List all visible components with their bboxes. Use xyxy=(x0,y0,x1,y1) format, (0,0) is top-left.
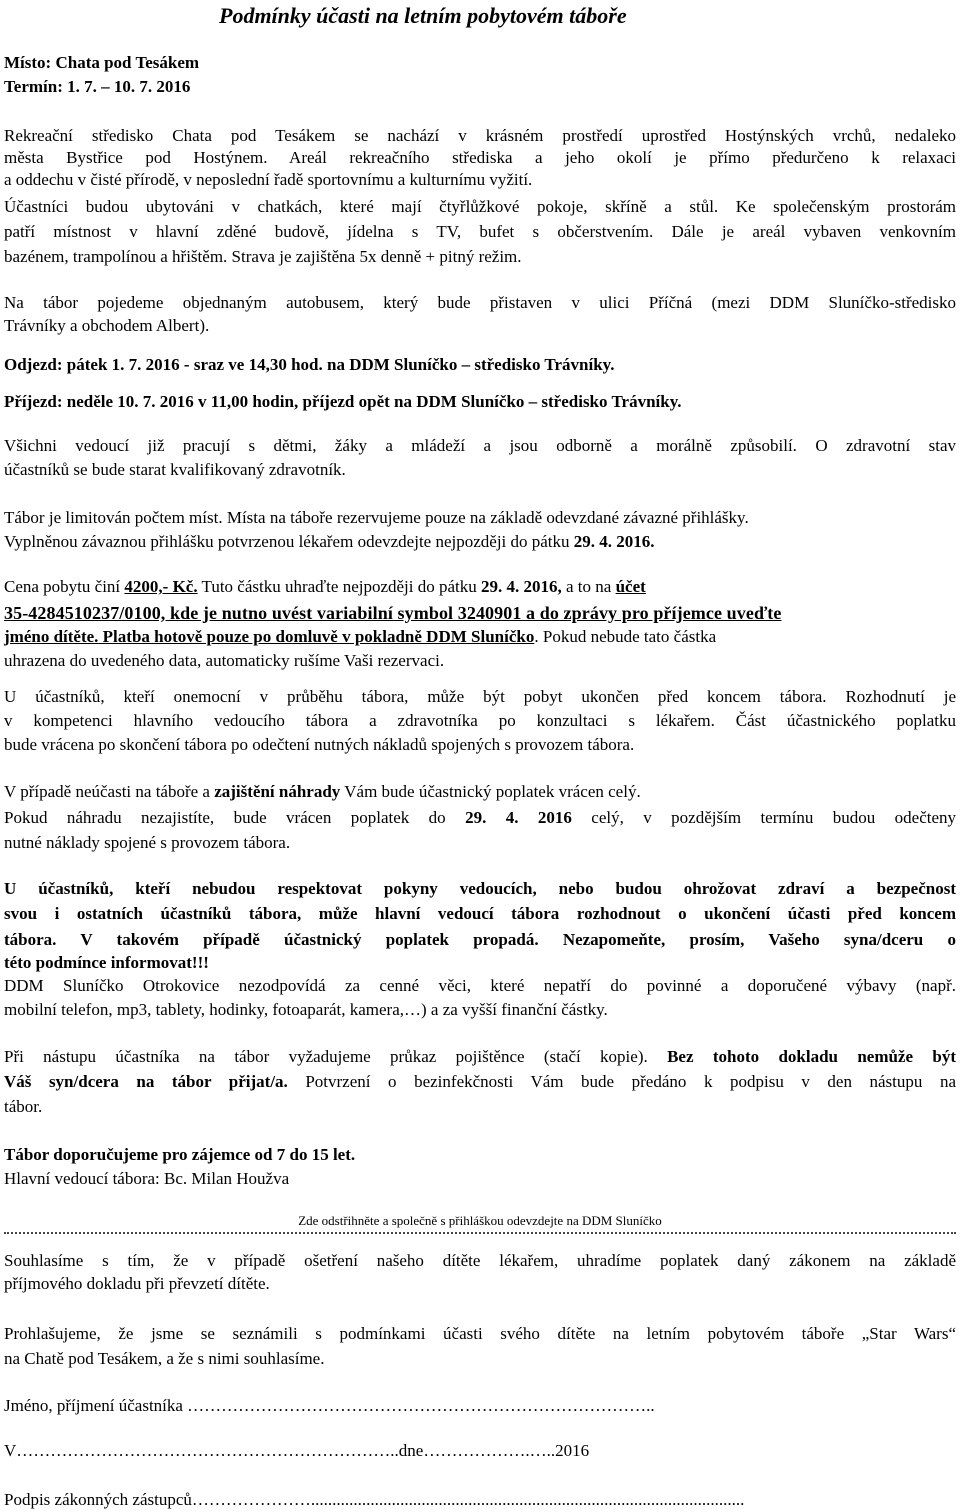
insurance-line-3: tábor. xyxy=(4,1097,43,1116)
insurance-line-1: Při nástupu účastníka na tábor vyžadujeme průkaz pojištěnce (stačí kopie). Bez tohoto dokladu nemůže být xyxy=(4,1047,956,1066)
staff-line-1: Všichni vedoucí již pracují s dětmi, žáky a mládeží a jsou odborně a morálně způsobilí. O zdravotní stav xyxy=(4,436,956,455)
cash-payment-note: Platba hotově pouze po domluvě v pokladně DDM Sluníčko xyxy=(98,627,535,646)
declaration-line-2: na Chatě pod Tesákem, a že s nimi souhlasíme. xyxy=(4,1349,325,1368)
refund-line-1: V případě neúčasti na táboře a zajištění náhrady Vám bude účastnický poplatek vrácen celý. xyxy=(4,782,641,801)
valuables-line-1: DDM Sluníčko Otrokovice nezodpovídá za cenné věci, které nepatří do povinné a doporučené výbavy (např. xyxy=(4,976,956,995)
rules-line-3: tábora. V takovém případě účastnický poplatek propadá. Nezapomeňte, prosím, Vašeho syna/dceru o xyxy=(4,930,956,949)
accommodation-line-2: patří místnost v hlavní zděné budově, jídelna s TV, bufet s občerstvením. Dále je areál vybaven venkovním xyxy=(4,222,956,241)
term-line: Termín: 1. 7. – 10. 7. 2016 xyxy=(4,77,191,96)
valuables-line-2: mobilní telefon, mp3, tablety, hodinky, fotoaparát, kamera,…) a za vyšší finanční částky. xyxy=(4,1000,608,1019)
capacity-line-2: Vyplněnou závaznou přihlášku potvrzenou lékařem odevzdejte nejpozději do pátku 29. 4. 2016. xyxy=(4,532,655,551)
account-number-line: 35-4284510237/0100, kde je nutno uvést variabilní symbol 3240901 a do zprávy pro příjemce uveďte xyxy=(4,603,782,623)
intro-line-1: Rekreační středisko Chata pod Tesákem se nachází v krásném prostředí uprostřed Hostýnských vrchů, nedaleko xyxy=(4,126,956,145)
rules-line-1: U účastníků, kteří nebudou respektovat pokyny vedoucích, nebo budou ohrožovat zdraví a bezpečnost xyxy=(4,879,956,898)
rules-line-4: této podmínce informovat!!! xyxy=(4,953,209,972)
guardian-signature-field[interactable]: Podpis zákonných zástupců…………………...................................................................................................... xyxy=(4,1490,745,1509)
cancellation-line: uhrazena do uvedeného data, automaticky rušíme Vaši rezervaci. xyxy=(4,651,445,670)
bus-line-1: Na tábor pojedeme objednaným autobusem, který bude přistaven v ulici Příčná (mezi DDM Sluníčko-středisko xyxy=(4,293,956,312)
camp-leader: Hlavní vedoucí tábora: Bc. Milan Houžva xyxy=(4,1169,290,1188)
accommodation-line-3: bazénem, trampolínou a hřištěm. Strava je zajištěna 5x denně + pitný režim. xyxy=(4,247,522,266)
illness-line-1: U účastníků, kteří onemocní v průběhu tábora, může být pobyt ukončen před koncem tábora. Rozhodnutí je xyxy=(4,687,956,706)
intro-line-3: a oddechu v čisté přírodě, v neposlední řadě sportovnímu a kulturnímu vyžití. xyxy=(4,170,533,189)
price-line: Cena pobytu činí 4200,- Kč. Tuto částku uhraďte nejpozději do pátku 29. 4. 2016, a to na účet xyxy=(4,577,646,596)
illness-line-2: v kompetenci hlavního vedoucího tábora a zdravotníka po konzultaci s lékařem. Část účastnického poplatku xyxy=(4,711,956,730)
refund-line-3: nutné náklady spojené s provozem tábora. xyxy=(4,833,291,852)
bus-line-2: Trávníky a obchodem Albert). xyxy=(4,316,210,335)
arrival-line: Příjezd: neděle 10. 7. 2016 v 11,00 hodin, příjezd opět na DDM Sluníčko – středisko Trávníky. xyxy=(4,392,682,411)
age-recommendation: Tábor doporučujeme pro zájemce od 7 do 15 let. xyxy=(4,1145,356,1164)
capacity-line-1: Tábor je limitován počtem míst. Místa na táboře rezervujeme pouze na základě odevzdané závazné přihlášky. xyxy=(4,508,749,527)
declaration-line-1: Prohlašujeme, že jsme se seznámili s podmínkami účasti svého dítěte na letním pobytovém táboře „Star Wars“ xyxy=(4,1324,956,1343)
refund-line-2: Pokud náhradu nezajistíte, bude vrácen poplatek do 29. 4. 2016 celý, v pozdějším termínu budou odečteny xyxy=(4,808,957,827)
rules-line-2: svou i ostatních účastníků tábora, může hlavní vedoucí tábora rozhodnout o ukončení účasti před koncem xyxy=(4,904,956,923)
consent-line-1: Souhlasíme s tím, že v případě ošetření našeho dítěte lékařem, uhradíme poplatek daný zákonem na základě xyxy=(4,1251,956,1270)
deadline-date: 29. 4. 2016. xyxy=(573,532,655,551)
consent-line-2: příjmového dokladu při převzetí dítěte. xyxy=(4,1274,270,1293)
place-line: Místo: Chata pod Tesákem xyxy=(4,53,200,72)
cut-line xyxy=(4,1232,956,1234)
participant-name-field[interactable]: Jméno, příjmení účastníka ……………………………………………………………………….. xyxy=(4,1396,655,1415)
accommodation-line-1: Účastníci budou ubytováni v chatkách, které mají čtyřlůžkové pokoje, skříně a stůl. Ke společenským prostorám xyxy=(4,197,956,216)
illness-line-3: bude vrácena po skončení tábora po odečtení nutných nákladů spojených s provozem tábora. xyxy=(4,735,635,754)
document-title: Podmínky účasti na letním pobytovém táboře xyxy=(219,3,627,28)
payment-deadline: 29. 4. 2016, xyxy=(481,577,562,596)
place-date-field[interactable]: V…………………………………………………………..dne……………….…..2016 xyxy=(4,1441,590,1460)
price-amount: 4200,- Kč. xyxy=(124,577,198,596)
cut-instruction: Zde odstřihněte a společně s přihláškou odevzdejte na DDM Sluníčko xyxy=(298,1213,662,1228)
account-label: účet xyxy=(615,577,646,596)
insurance-line-2: Váš syn/dcera na tábor přijat/a. Potvrzení o bezinfekčnosti Vám bude předáno k podpisu v den nástupu na xyxy=(4,1072,956,1091)
staff-line-2: účastníků se bude starat kvalifikovaný zdravotník. xyxy=(4,460,346,479)
cash-payment-line: jméno dítěte. Platba hotově pouze po domluvě v pokladně DDM Sluníčko. Pokud nebude tato částka xyxy=(4,627,717,646)
intro-line-2: města Bystřice pod Hostýnem. Areál rekreačního střediska a jeho okolí je přímo předurčeno k relaxaci xyxy=(4,148,956,167)
departure-line: Odjezd: pátek 1. 7. 2016 - sraz ve 14,30 hod. na DDM Sluníčko – středisko Trávníky. xyxy=(4,355,615,374)
